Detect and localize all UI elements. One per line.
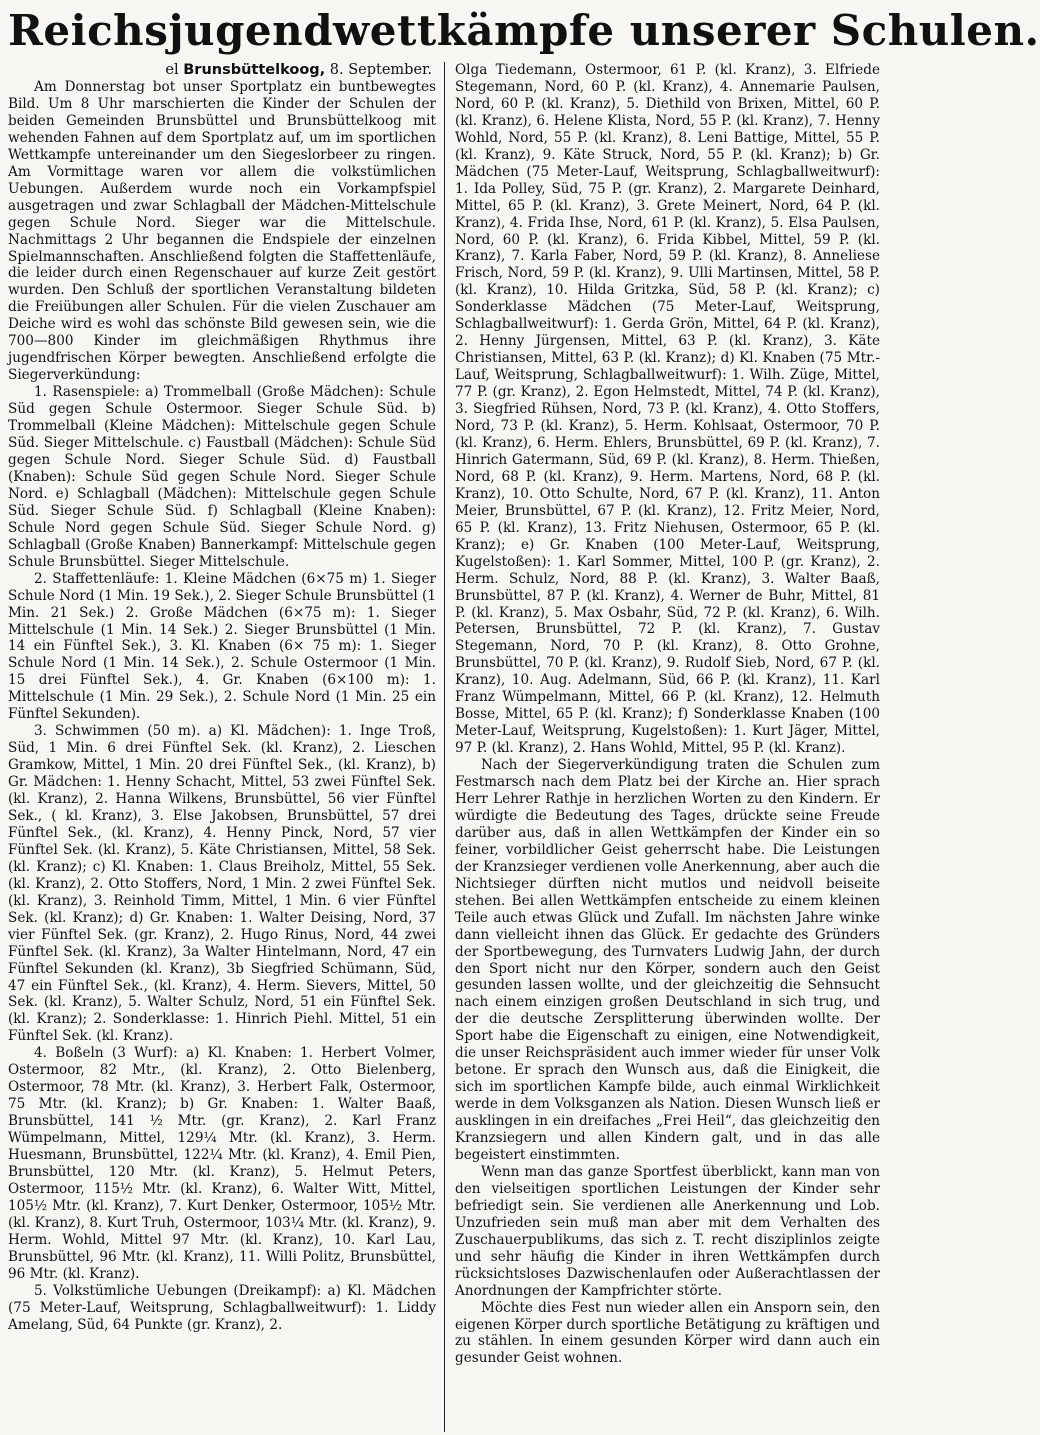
dateline-prefix: el — [165, 62, 179, 78]
closing-paragraph: Möchte dies Fest nun wieder allen ein Ansporn sein, den eigenen Körper durch sportliche Betätigung zu kräftigen und zu stählen. In einem gesunden Körper wird dann auch ein gesunder Geist wohnen. — [455, 1299, 880, 1367]
right-column — [444, 62, 880, 1432]
intro-paragraph: Am Donnerstag bot unser Sportplatz ein buntbewegtes Bild. Um 8 Uhr marschierten die Kinder der Schulen der beiden Gemeinden Brunsbüttel und Brunsbüttelkoog mit wehenden Fahnen auf dem Sportplatz auf, um im sportlichen Wettkampfe untereinander um den Siegeslorbeer zu ringen. Am Vormittage waren vor allem die volkstümlichen Uebungen. Außerdem wurde noch ein Vorkampfspiel ausgetragen und zwar Schlagball der Mädchen-Mittelschule gegen Schule Nord. Sieger war die Mittelschule. Nachmittags 2 Uhr begannen die Endspiele der einzelnen Spielmannschaften. Anschließend folgten die Staffettenläufe, die leider durch einen Regenschauer auf kurze Zeit gestört wurden. Den Schluß der sportlichen Veranstaltung bildeten die Freiübungen aller Schulen. Für die vielen Zuschauer am Deiche wird es wohl das schönste Bild gewesen sein, wie die 700—800 Kinder im gleichmäßigen Rhythmus ihre jugendfrischen Körper bewegten. Anschließend erfolgte die Siegerverkündung: — [8, 79, 436, 384]
dateline-place: Brunsbüttelkoog, — [183, 62, 326, 78]
dateline — [8, 62, 432, 79]
section-bosseln: 4. Boßeln (3 Wurf): a) Kl. Knaben: 1. Herbert Volmer, Ostermoor, 82 Mtr., (kl. Kranz), 2. Otto Bielenberg, Ostermoor, 78 Mtr. (kl. Kranz), 3. Herbert Falk, Ostermoor, 75 Mtr. (kl. Kranz); b) Gr. Knaben: 1. Walter Baaß, Brunsbüttel, 141 ½ Mtr. (gr. Kranz), 2. Karl Franz Wümpelmann, Mittel, 129¼ Mtr. (kl. Kranz), 3. Herm. Huesmann, Brunsbüttel, 122¼ Mtr. (kl. Kranz), 4. Emil Pien, Brunsbüttel, 120 Mtr. (kl. Kranz), 5. Helmut Peters, Ostermoor, 115½ Mtr. (kl. Kranz), 6. Walter Witt, Mittel, 105½ Mtr. (kl. Kranz), 7. Kurt Denker, Ostermoor, 105½ Mtr. (kl. Kranz), 8. Kurt Truh, Ostermoor, 103¼ Mtr. (kl. Kranz), 9. Herm. Wohld, Mittel 97 Mtr. (kl. Kranz), 10. Karl Lau, Brunsbüttel, 96 Mtr. (kl. Kranz), 11. Willi Politz, Brunsbüttel, 96 Mtr. (kl. Kranz). — [8, 1045, 436, 1282]
section-volkstuemliche-uebungen: 5. Volkstümliche Uebungen (Dreikampf): a) Kl. Mädchen (75 Meter-Lauf, Weitsprung, Schlagballweitwurf): 1. Liddy Amelang, Süd, 64 Punkte (gr. Kranz), 2. — [8, 1282, 436, 1333]
dateline-date: 8. September. — [329, 62, 432, 78]
speech-paragraph: Nach der Siegerverkündigung traten die Schulen zum Festmarsch nach dem Platz bei der Kirche an. Hier sprach Herr Lehrer Rathje in herzlichen Worten zu den Kindern. Er würdigte die Bedeutung des Tages, drückte seine Freude darüber aus, daß in allen Wettkämpfen der Kinder ein so feiner, vorbildlicher Geist geherrscht habe. Die Leistungen der Kranzsieger verdienen volle Anerkennung, aber auch die Nichtsieger dürften nicht mutlos und neidvoll beiseite stehen. Bei allen Wettkämpfen entscheide zu einem kleinen Teile auch etwas Glück und Zufall. Im nächsten Jahre winke dann vielleicht ihnen das Glück. Er gedachte des Gründers der Sportbewegung, des Turnvaters Ludwig Jahn, der durch den Sport nicht nur den Körper, sondern auch den Geist gesunden lassen wollte, und der gleichzeitig die Sehnsucht nach einem einzigen großen Deutschland in sich trug, und der die deutsche Zersplitterung überwinden wollte. Der Sport habe die Eigenschaft zu einigen, eine Notwendigkeit, die unser Reichspräsident auch immer wieder für unser Volk betone. Er sprach den Wunsch aus, daß die Einigkeit, die sich im sportlichen Kampfe bilde, auch einmal Wirklichkeit werde in dem Volksganzen als Nation. Diesen Wunsch ließ er ausklingen in ein dreifaches „Frei Heil“, das gleichzeitig den Kranzsiegern und allen Kindern galt, und in das alle begeistert einstimmten. — [455, 757, 880, 1163]
results-continued: Olga Tiedemann, Ostermoor, 61 P. (kl. Kranz), 3. Elfriede Stegemann, Nord, 60 P. (kl. Kranz), 4. Annemarie Paulsen, Nord, 60 P. (kl. Kranz), 5. Diethild von Brixen, Mittel, 60 P. (kl. Kranz), 6. Helene Klista, Nord, 55 P. (kl. Kranz), 7. Henny Wohld, Nord, 55 P. (kl. Kranz), 8. Leni Battige, Mittel, 55 P. (kl. Kranz), 9. Käte Struck, Nord, 55 P. (kl. Kranz); b) Gr. Mädchen (75 Meter-Lauf, Weitsprung, Schlagballweitwurf): 1. Ida Polley, Süd, 75 P. (gr. Kranz), 2. Margarete Deinhard, Mittel, 65 P. (kl. Kranz), 3. Grete Meinert, Nord, 64 P. (kl. Kranz), 4. Frida Ihse, Nord, 61 P. (kl. Kranz), 5. Elsa Paulsen, Nord, 60 P. (kl. Kranz), 6. Frida Kibbel, Mittel, 59 P. (kl. Kranz), 7. Karla Faber, Nord, 59 P. (kl. Kranz), 8. Anneliese Frisch, Nord, 59 P. (kl. Kranz), 9. Ulli Martinsen, Mittel, 58 P. (kl. Kranz), 10. Hilda Gritzka, Süd, 58 P. (kl. Kranz); c) Sonderklasse Mädchen (75 Meter-Lauf, Weitsprung, Schlagballweitwurf): 1. Gerda Grön, Mittel, 64 P. (kl. Kranz), 2. Henny Jürgensen, Mittel, 63 P. (kl. Kranz), 3. Käte Christiansen, Mittel, 63 P. (kl. Kranz); d) Kl. Knaben (75 Mtr.-Lauf, Weitsprung, Schlagballweitwurf): 1. Wilh. Züge, Mittel, 77 P. (gr. Kranz), 2. Egon Helmstedt, Mittel, 74 P. (kl. Kranz), 3. Siegfried Rühsen, Nord, 73 P. (kl. Kranz), 4. Otto Stoffers, Nord, 73 P. (kl. Kranz), 5. Herm. Kohlsaat, Ostermoor, 70 P. (kl. Kranz), 6. Herm. Ehlers, Brunsbüttel, 69 P. (kl. Kranz), 7. Hinrich Gatermann, Süd, 69 P. (kl. Kranz), 8. Herm. Thießen, Nord, 68 P. (kl. Kranz), 9. Herm. Martens, Nord, 68 P. (kl. Kranz), 10. Otto Schulte, Nord, 67 P. (kl. Kranz), 11. Anton Meier, Brunsbüttel, 67 P. (kl. Kranz), 12. Fritz Meier, Nord, 65 P. (kl. Kranz), 13. Fritz Niehusen, Ostermoor, 65 P. (kl. Kranz); e) Gr. Knaben (100 Meter-Lauf, Weitsprung, Kugelstoßen): 1. Karl Sommer, Mittel, 100 P. (gr. Kranz), 2. Herm. Schulz, Nord, 88 P. (kl. Kranz), 3. Walter Baaß, Brunsbüttel, 87 P. (kl. Kranz), 4. Werner de Buhr, Mittel, 81 P. (kl. Kranz), 5. Max Osbahr, Süd, 72 P. (kl. Kranz), 6. Wilh. Petersen, Brunsbüttel, 72 P. (kl. Kranz), 7. Gustav Stegemann, Nord, 70 P. (kl. Kranz), 8. Otto Grohne, Brunsbüttel, 70 P. (kl. Kranz), 9. Rudolf Sieb, Nord, 67 P. (kl. Kranz), 10. Aug. Adelmann, Süd, 66 P. (kl. Kranz), 11. Karl Franz Wümpelmann, Mittel, 66 P. (kl. Kranz), 12. Helmuth Bosse, Mittel, 65 P. (kl. Kranz); f) Sonderklasse Knaben (100 Meter-Lauf, Weitsprung, Kugelstoßen): 1. Kurt Jäger, Mittel, 97 P. (kl. Kranz), 2. Hans Wohld, Mittel, 95 P. (kl. Kranz). — [455, 62, 880, 757]
review-paragraph: Wenn man das ganze Sportfest überblickt, kann man von den vielseitigen sportlichen Leistungen der Kinder sehr befriedigt sein. Sie verdienen alle Anerkennung und Lob. Unzufrieden sein muß man aber mit dem Verhalten des Zuschauerpublikums, das sich z. T. recht disziplinlos zeigte und sehr häufig die Kinder in ihren Wettkämpfen durch rücksichtsloses Dazwischenlaufen oder Außerachtlassen der Anordnungen der Kampfrichter störte. — [455, 1163, 880, 1299]
section-staffettenlaeufe: 2. Staffettenläufe: 1. Kleine Mädchen (6×75 m) 1. Sieger Schule Nord (1 Min. 19 Sek.), 2. Sieger Schule Brunsbüttel (1 Min. 21 Sek.) 2. Große Mädchen (6×75 m): 1. Sieger Mittelschule (1 Min. 14 Sek.) 2. Sieger Brunsbüttel (1 Min. 14 ein Fünftel Sek.), 3. Kl. Knaben (6× 75 m): 1. Sieger Schule Nord (1 Min. 14 Sek.), 2. Schule Ostermoor (1 Min. 15 drei Fünftel Sek.), 4. Gr. Knaben (6×100 m): 1. Mittelschule (1 Min. 29 Sek.), 2. Schule Nord (1 Min. 25 ein Fünftel Sekunden). — [8, 570, 436, 723]
section-rasenspiele: 1. Rasenspiele: a) Trommelball (Große Mädchen): Schule Süd gegen Schule Ostermoor. Sieger Schule Süd. b) Trommelball (Kleine Mädchen): Mittelschule gegen Schule Süd. Sieger Mittelschule. c) Faustball (Mädchen): Schule Süd gegen Schule Nord. Sieger Schule Süd. d) Faustball (Knaben): Schule Süd gegen Schule Nord. Sieger Schule Nord. e) Schlagball (Mädchen): Mittelschule gegen Schule Süd. Sieger Schule Süd. f) Schlagball (Kleine Knaben): Schule Nord gegen Schule Süd. Sieger Schule Nord. g) Schlagball (Große Knaben) Bannerkampf: Mittelschule gegen Schule Brunsbüttel. Sieger Mittelschule. — [8, 384, 436, 570]
section-schwimmen: 3. Schwimmen (50 m). a) Kl. Mädchen): 1. Inge Troß, Süd, 1 Min. 6 drei Fünftel Sek. (kl. Kranz), 2. Lieschen Gramkow, Mittel, 1 Min. 20 drei Fünftel Sek., (kl. Kranz), b) Gr. Mädchen: 1. Henny Schacht, Mittel, 53 zwei Fünftel Sek. (kl. Kranz), 2. Hanna Wilkens, Brunsbüttel, 56 vier Fünftel Sek., ( kl. Kranz), 3. Else Jakobsen, Brunsbüttel, 57 drei Fünftel Sek., (kl. Kranz), 4. Henny Pinck, Nord, 57 vier Fünftel Sek. (kl. Kranz), 5. Käte Christiansen, Mittel, 58 Sek. (kl. Kranz); c) Kl. Knaben: 1. Claus Breiholz, Mittel, 55 Sek. (kl. Kranz), 2. Otto Stoffers, Nord, 1 Min. 2 zwei Fünftel Sek. (kl. Kranz), 3. Reinhold Timm, Mittel, 1 Min. 6 vier Fünftel Sek. (kl. Kranz); d) Gr. Knaben: 1. Walter Deising, Nord, 37 vier Fünftel Sek. (gr. Kranz), 2. Hugo Rinus, Nord, 44 zwei Fünftel Sek. (kl. Kranz), 3a Walter Hintelmann, Nord, 47 ein Fünftel Sekunden (kl. Kranz), 3b Siegfried Schümann, Süd, 47 ein Fünftel Sek., (kl. Kranz), 4. Herm. Sievers, Mittel, 50 Sek. (kl. Kranz), 5. Walter Schulz, Nord, 51 ein Fünftel Sek. (kl. Kranz); 2. Sonderklasse: 1. Hinrich Piehl. Mittel, 51 ein Fünftel Sek. (kl. Kranz). — [8, 723, 436, 1045]
article-columns — [8, 62, 892, 1432]
article-headline: Reichsjugendwettkämpfe unserer Schulen. — [8, 6, 1040, 55]
left-column — [8, 62, 444, 1432]
